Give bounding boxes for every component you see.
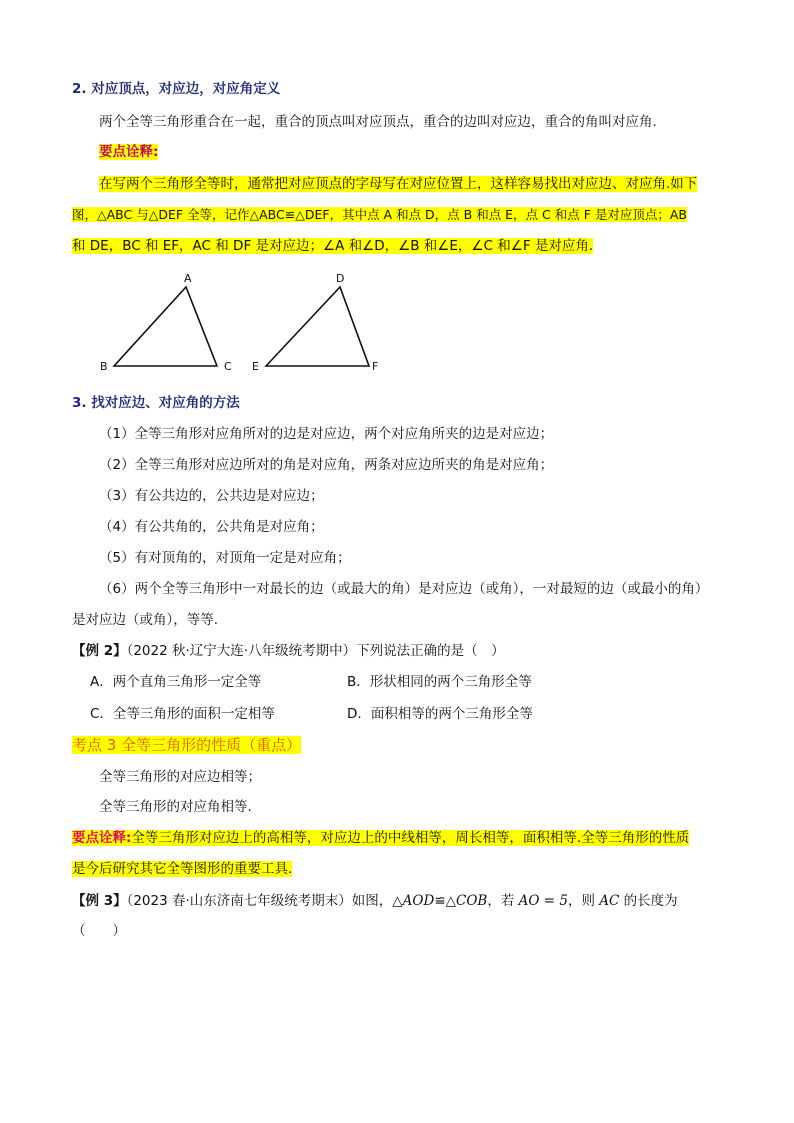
method-item-2: （2）全等三角形对应边所对的角是对应角，两条对应边所夹的角是对应角； — [99, 457, 554, 473]
example-3-question: 【例 3】（2023 春·山东济南七年级统考期末）如图，△AOD≌△COB，若 AO = 5，则 AC 的长度为 — [72, 893, 678, 909]
explain-line-1: 在写两个三角形全等时，通常把对应顶点的字母写在对应位置上，这样容易找出对应边、对应角.如下 — [99, 176, 698, 192]
explain-line-3: 和 DE，BC 和 EF，AC 和 DF 是对应边；∠A 和∠D，∠B 和∠E，∠C 和∠F 是对应角. — [72, 238, 594, 254]
triangle-figure — [90, 262, 410, 382]
option-c[interactable]: C．全等三角形的面积一定相等 — [90, 706, 275, 722]
example-2-question — [72, 642, 505, 660]
vertex-label-d: D — [336, 272, 345, 285]
triangle-abc — [114, 287, 217, 366]
example-2-label: 【例 2】 — [72, 643, 127, 659]
example-2-source: （2022 秋·辽宁大连·八年级统考期中）下列说法正确的是（ ） — [126, 643, 505, 659]
method-item-6: （6）两个全等三角形中一对最长的边（或最大的角）是对应边（或角），一对最短的边（或最小的角） — [99, 581, 709, 597]
section-3-title: 3. 找对应边、对应角的方法 — [72, 395, 240, 411]
vertex-label-a: A — [184, 272, 192, 285]
option-b[interactable]: B．形状相同的两个三角形全等 — [347, 674, 532, 690]
option-a[interactable]: A．两个直角三角形一定全等 — [90, 674, 262, 690]
method-item-4: （4）有公共角的，公共角是对应角； — [99, 519, 324, 535]
option-d[interactable]: D．面积相等的两个三角形全等 — [347, 706, 533, 722]
method-item-6-cont: 是对应边（或角），等等. — [72, 612, 219, 628]
key-note-label: 要点诠释: — [99, 144, 159, 160]
vertex-label-f: F — [372, 360, 379, 373]
section-2-definition: 两个全等三角形重合在一起，重合的顶点叫对应顶点，重合的边叫对应边，重合的角叫对应角. — [99, 114, 657, 130]
key-point-3-note-line-2: 是今后研究其它全等图形的重要工具. — [72, 861, 293, 877]
key-point-3-title: 考点 3 全等三角形的性质（重点） — [72, 736, 302, 754]
example-3-answer-blank: （ ） — [72, 923, 126, 939]
explain-line-2: 图，△ABC 与△DEF 全等，记作△ABC≌△DEF，其中点 A 和点 D，点 B 和点 E，点 C 和点 F 是对应顶点；AB — [72, 207, 687, 222]
vertex-label-e: E — [252, 360, 259, 373]
section-2-title: 2. 对应顶点，对应边，对应角定义 — [72, 81, 281, 97]
method-item-3: （3）有公共边的，公共边是对应边； — [99, 488, 324, 504]
triangle-def — [266, 287, 369, 366]
vertex-label-b: B — [100, 360, 108, 373]
method-item-1: （1）全等三角形对应角所对的边是对应边，两个对应角所夹的边是对应边； — [99, 426, 554, 442]
method-item-5: （5）有对顶角的，对顶角一定是对应角； — [99, 550, 351, 566]
property-angles: 全等三角形的对应角相等. — [99, 799, 252, 815]
key-point-3-note-label: 要点诠释: — [72, 830, 132, 846]
key-point-3-note-line-1: 要点诠释:全等三角形对应边上的高相等，对应边上的中线相等，周长相等，面积相等.全等三角形的性质 — [72, 830, 690, 846]
example-3-label: 【例 3】 — [72, 893, 127, 909]
vertex-label-c: C — [224, 360, 232, 373]
property-sides: 全等三角形的对应边相等； — [99, 769, 261, 785]
